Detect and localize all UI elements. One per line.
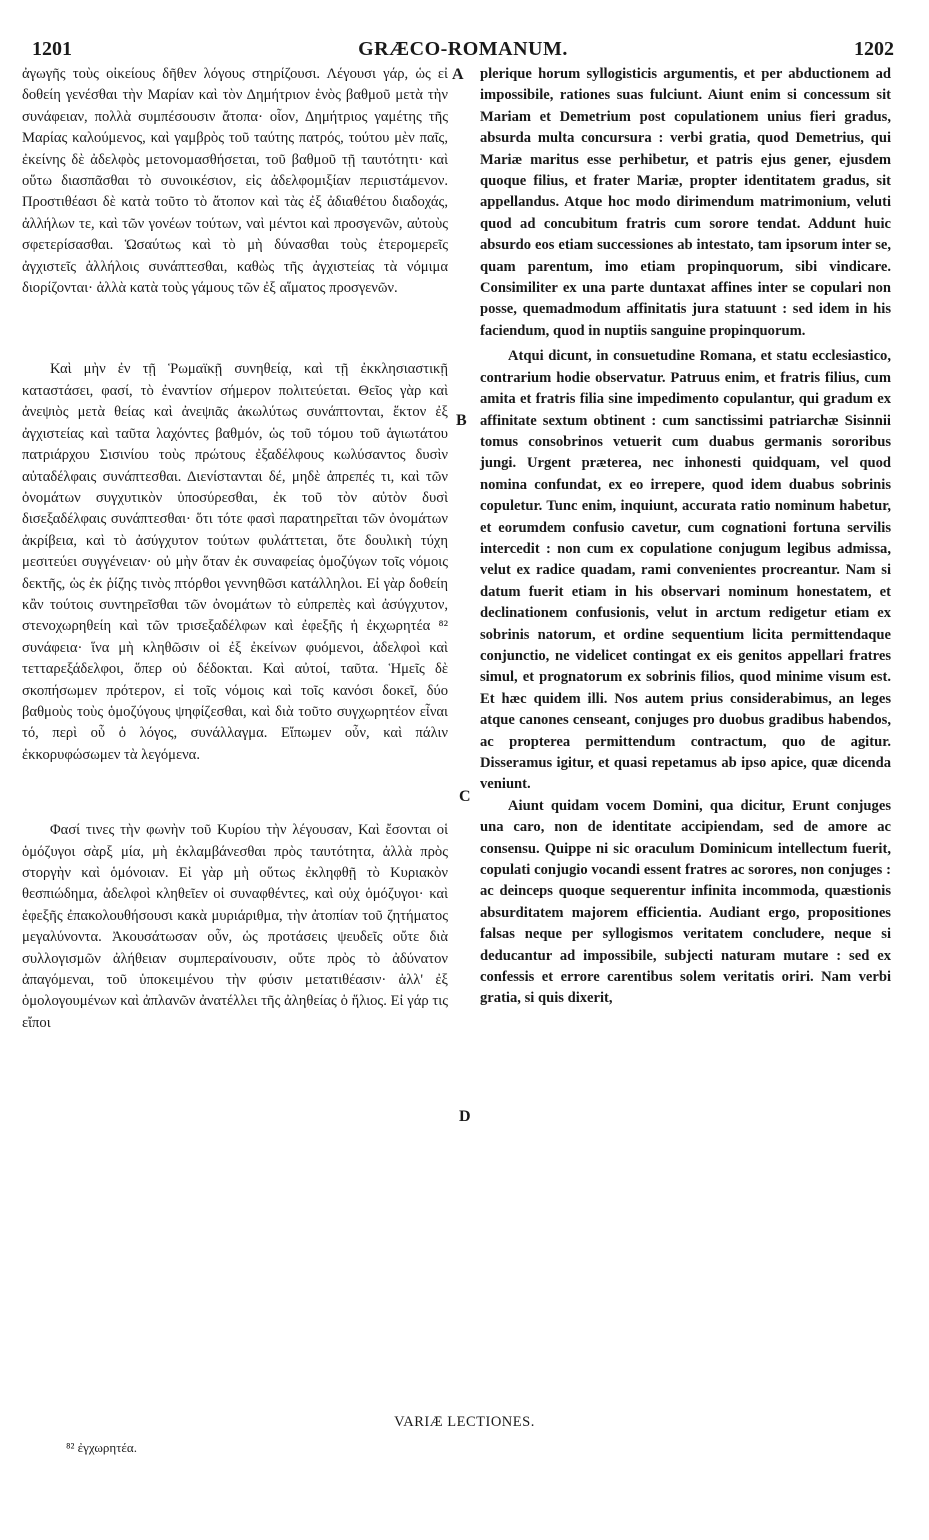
greek-paragraph-2: Καὶ μὴν ἐν τῇ Ῥωμαϊκῇ συνηθείᾳ, καὶ τῇ ἐκκλησιαστικῇ καταστάσει, φασί, τὸ ἐναντίον σήμερον πολιτεύεται. Θεῖος γὰρ καὶ ἀνεψιὸς μετὰ θείας καὶ ἀνεψιᾶς ἀκωλύτως συνάπτονται, ἕκτον ἐξ ἀγχιστείας καὶ ταῦτα λαχόντες βαθμόν, ὡς τοῦ τόμου τοῦ ἁγιωτάτου πατριάρχου Σισινίου τοὺς πρώτους ἐξαδέλφους κωλύσαντος δυσὶν αὐταδέλφαις συνάπτεσθαι. Διενίστανται δέ, μηδὲ ἀπρεπές τι, καὶ τῶν ὀνομάτων συγχυτικὸν ὑποσύρεσθαι, ἐκ τοῦ τὸν αὐτὸν δυσὶ δισεξαδέλφαις συνάπτεσθαι· ὅτι τότε φασὶ παρατηρεῖται τῶν ὀνομάτων ἀκρίβεια, καὶ τὸ ἀσύγχυτον τούτων φυλάττεται, ὅτε δουλικὴ τύχη μεσιτεύει συγγένειαν· οὐ μὴν ὅταν ἐκ συναφείας ὁμοζύγων τοῖς νόμοις δεκτῆς, ὡς ἐκ ῥίζης τινὸς πτόρθοι γεννηθῶσι κατάλληλοι. Εἰ γὰρ δοθείη κἂν τούτοις συντηρεῖσθαι τῶν ὀνομάτων τὸ εὐπρεπὲς καὶ ἀσύγχυτον, στενοχωρηθείη καὶ τῶν τρισεξαδέλφων καὶ ἐφεξῆς ἡ ἐκχωρητέα ⁸² συνάφεια· ἵνα μὴ κληθῶσιν οἱ ἐξ ἐκείνων φυόμενοι, ἀδελφοὶ καὶ τετταρεξάδελφοι, ὅπερ οὐ δέδοκται. Καὶ αὐτοί, ταῦτα. Ἡμεῖς δὲ σκοπήσωμεν πρότερον, εἰ τοῖς νόμοις καὶ τοῖς κανόσι δοκεῖ, δύο βαθμοὺς τοὺς ὁμοζύγους ψηφίζεσθαι, καὶ διὰ τοῦτο συγχωρητέον εἶναι τό, περὶ οὗ ὁ λόγος, συνάλλαγμα. Εἴπωμεν οὖν, καὶ πάλιν ἐκκορυφώσωμεν τὰ λεγόμενα. [22, 361, 448, 763]
section-marker-b: B [456, 412, 467, 429]
right-page-number: 1202 [854, 37, 894, 60]
page-header [32, 34, 894, 64]
running-title: GRÆCO-ROMANUM. [358, 37, 568, 60]
latin-paragraph-1: plerique horum syllogisticis argumentis, et per abductionem ad impossibile, rationes suas fulciunt. Aiunt enim si concessum sit Mariam et Demetrium post copulationem unius fieri gradus, absurda multa concursura : verbi gratia, quod Demetrius, qui Mariæ maritus esse perhibetur, et patris ejus gener, ejusdem quoque filius, et frater Mariæ, propter identitatem gradus, sit appellandus. Atque hoc modo dirimendum matrimonium, veluti quod ad concubitum fratris cum sorore tendat. Addunt huic absurdo eos etiam successiones ab intestato, tam ipsorum inter se, quam parentum, imo etiam propinquorum, sibi vindicare. Consimiliter ex una parte duntaxat affines inter se copulari non posse, quemadmodum affinitatis jura statuunt : sed idem in his faciendum, quod in nuptiis sanguine propinquorum. [480, 66, 891, 339]
section-marker-d: D [459, 1108, 471, 1125]
variant-reading-note: ⁸² ἐγχωρητέα. [66, 1440, 137, 1455]
latin-paragraph-3: Aiunt quidam vocem Domini, qua dicitur, Erunt conjuges una caro, non de identitate accipiendam, sed de amore ac consensu. Quippe ni sic oraculum Dominicum intellectum fuerit, copulati conjugio vocandi essent fratres ac sorores, non conjuges : ac deinceps quoque sequerentur infinita incommoda, quæstionis absurditatem majorem efficientia. Audiant ergo, propositiones falsas neque per syllogismos veritatem concludere, neque si deducantur ad impossibile, subjecti naturam mutare : sed ex confessis et errore carentibus solem veritatis oriri. Nam verbi gratia, si quis dixerit, [480, 797, 891, 1007]
left-page-number: 1201 [32, 37, 72, 60]
greek-paragraph-1: ἀγωγῆς τοὺς οἰκείους δῆθεν λόγους στηρίζουσι. Λέγουσι γάρ, ὡς εἰ δοθείη γενέσθαι τὴν Μαρίαν καὶ τὸν Δημήτριον ἑνὸς βαθμοῦ μετὰ τὴν συνάφειαν, πολλὰ συμπέσουσιν ἄτοπα· οἷον, Δημήτριος γαμέτης τῆς Μαρίας καλούμενος, καὶ γαμβρὸς τοῦ ταύτης πατρός, τούτου μὲν παῖς, ἐκείνης δὲ ἀδελφὸς μετονομασθήσεται, τοῦ βαθμοῦ τῇ ταυτότητι· καὶ οὕτω διασπᾶσθαι τὸ συνοικέσιον, εἰς ἀδελφομιξίαν περιιστάμενον. Προστιθέασι δὲ κατὰ τοῦτο τὸ ἄτοπον καὶ τὰς ἐξ ἀδιαθέτου διαδοχάς, ἀλλήλων τε, καὶ τῶν γονέων τούτων, ναὶ μέντοι καὶ προσγενῶν, αὐτοὺς σφετερίσασθαι. Ὡσαύτως καὶ τὸ μὴ δύνασθαι τοὺς ἑτερομερεῖς ἀγχιστεῖς ἀλλήλοις συνάπτεσθαι, καθὼς τῆς ἀγχιστείας τὰ νόμιμα διορίζονται· ἀλλὰ κατὰ τοὺς γάμους τῶν ἐξ αἵματος προσγενῶν. [22, 66, 448, 297]
section-marker-a: A [452, 66, 464, 83]
variae-lectiones-heading: VARIÆ LECTIONES. [394, 1414, 535, 1430]
latin-column [480, 64, 891, 1010]
greek-column [22, 64, 448, 1034]
greek-paragraph-3: Φασί τινες τὴν φωνὴν τοῦ Κυρίου τὴν λέγουσαν, Καὶ ἔσονται οἱ ὁμόζυγοι σὰρξ μία, μὴ ἐκλαμβάνεσθαι πρὸς ταυτότητα, ἀλλὰ πρὸς στοργὴν καὶ ὁμόνοιαν. Εἰ γὰρ μὴ οὕτως ἐκληφθῇ τὸ Κυριακὸν θεσπιώδημα, ἀδελφοὶ κληθεῖεν οἱ συναφθέντες, καὶ οὐχ ὁμόζυγοι· καὶ ἐφεξῆς ἐπακολουθήσουσι κακὰ μυριάριθμα, τὴν ἀτοπίαν τοῦ ζητήματος μεγαλύνοντα. Ἀκουσάτωσαν οὖν, ὡς προτάσεις ψευδεῖς οὔτε διὰ συλλογισμῶν ἀλήθειαν συμπεραίνουσιν, οὔτε πρὸς τὸ ἀδύνατον ἀπαγόμεναι, τοῦ ὑποκειμένου τὴν φύσιν μετατιθέασιν· ἀλλ' ἐξ ὁμολογουμένων καὶ ἀπλανῶν ἀνατέλλει τῆς ἀληθείας ὁ ἥλιος. Εἰ γάρ τις εἴποι [22, 822, 448, 1031]
latin-paragraph-2: Atqui dicunt, in consuetudine Romana, et statu ecclesiastico, contrarium hodie observatur. Patruus enim, et fratris filius, cum amita et fratris filia sine impedimento copulantur, qui gradum ex affinitate sextum obtinent : cum sanctissimi patriarchæ Sisinnii tomus consobrinos vetuerit cum duabus germanis sororibus jungi. Urgent præterea, nec inhonesti quidquam, vel quod nomina confundat, ex eo irrepere, quod idem duabus sobrinis copuletur. Tunc enim, inquiunt, accurata ratio nominum habetur, et eorumdem confusio cavetur, cum cognationi fortuna servilis intercedit : non cum ex copulatione conjugum legibus admissa, velut ex radice quadam, rami convenientes procreantur. Nam si datum fuerit etiam in his observari nominum honestatem, et declinationem confusionis, velut in arctum redigetur etiam ex sobrinis natorum, et ordine sequentium licita permittendaque conjunctio, ne videlicet contingat ex eis genitos appellari fratres simul, et prognatorum ex sobrinis filios, quod minime visum est. Et hæc quidem illi. Nos autem prius considerabimus, an leges atque canones censeant, conjuges pro duobus gradibus habendos, ac propterea permittendum contractum, quo de agitur. Disseramus igitur, et quasi repetamus ab ipso apice, quæ dicenda veniunt. [480, 348, 891, 793]
section-marker-c: C [459, 788, 471, 805]
